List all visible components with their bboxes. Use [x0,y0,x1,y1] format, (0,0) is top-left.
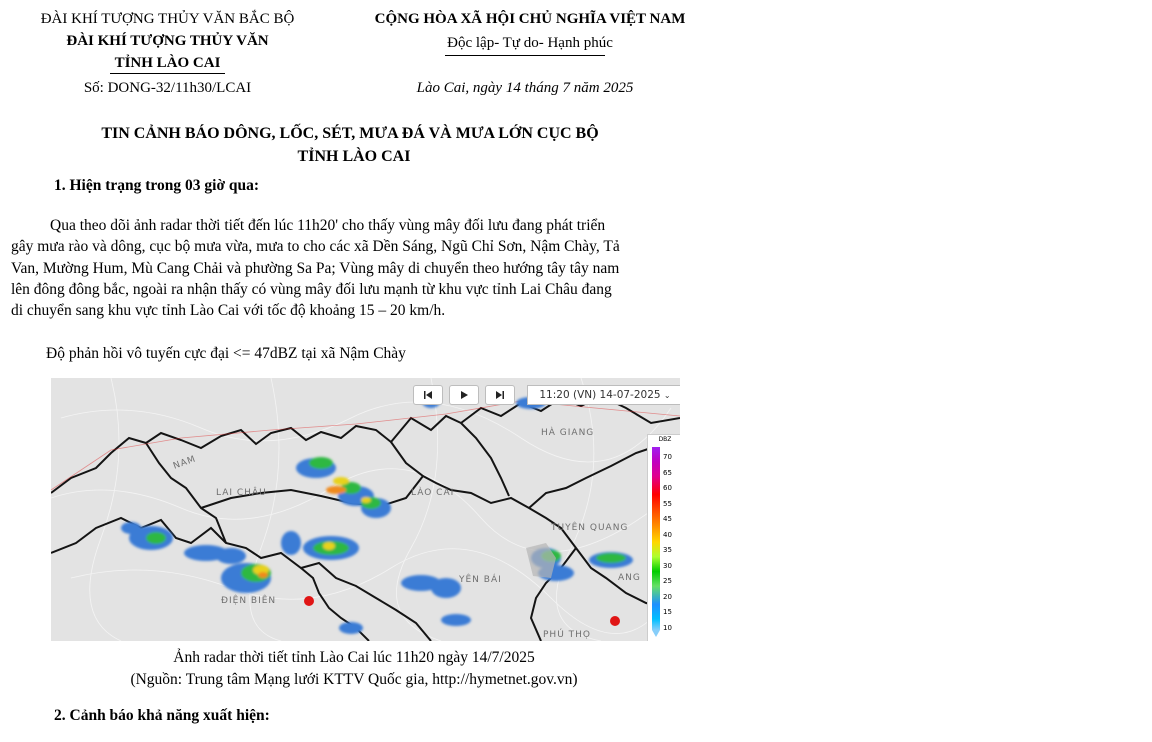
scale-tick: 20 [663,593,672,601]
map-label: NAM [172,454,198,472]
document-number: Số: DONG-32/11h30/LCAI [83,80,252,96]
scale-tick: 30 [663,562,672,570]
map-label: HÀ GIANG [541,428,595,438]
scale-unit: DBZ [658,436,672,443]
scale-arrow [652,630,660,637]
skip-back-icon[interactable] [413,385,443,405]
map-label: ĐIỆN BIÊN [221,596,277,606]
scale-tick: 65 [663,469,672,477]
dbz-color-scale [647,434,680,641]
agency-province: TỈNH LÀO CAI [114,55,221,71]
scale-tick: 70 [663,453,672,461]
radar-map [51,378,680,641]
motto-underline [445,55,605,56]
radar-player-controls [413,383,680,407]
scale-tick: 45 [663,515,672,523]
map-label: YÊN BÁI [459,575,502,585]
scale-tick: 55 [663,500,672,508]
radar-station-marker [610,616,620,626]
map-label: LAI CHÂU [216,488,267,498]
radar-source: (Nguồn: Trung tâm Mạng lưới KTTV Quốc gia, http://hymetnet.gov.vn) [130,671,578,688]
section-1-heading: 1. Hiện trạng trong 03 giờ qua: [54,177,260,194]
radar-time-select[interactable] [527,385,680,405]
document-title-province: TỈNH LÀO CAI [297,148,411,165]
paragraph-line: lên đông đông bắc, ngoài ra nhận thấy có vùng mây đối lưu mạnh từ khu vực tỉnh Lai Châu đang [11,280,612,298]
map-label: LÀO CAI [411,488,455,498]
scale-tick: 40 [663,531,672,539]
scale-tick: 10 [663,624,672,632]
paragraph-line: gây mưa rào và dông, cục bộ mưa vừa, mưa to cho các xã Dền Sáng, Ngũ Chỉ Sơn, Nậm Chày, Tả [11,238,620,256]
scale-tick: 15 [663,608,672,616]
radar-caption: Ảnh radar thời tiết tỉnh Lào Cai lúc 11h20 ngày 14/7/2025 [173,649,535,666]
scale-tick: 60 [663,484,672,492]
reflectivity-note: Độ phản hồi vô tuyến cực đại <= 47dBZ tại xã Nậm Chày [46,345,406,362]
document-date: Lào Cai, ngày 14 tháng 7 năm 2025 [416,80,634,96]
paragraph-line: Qua theo dõi ảnh radar thời tiết đến lúc 11h20' cho thấy vùng mây đối lưu đang phát triển [50,217,606,234]
paragraph-line: Van, Mường Hum, Mù Cang Chải và phường Sa Pa; Vùng mây di chuyển theo hướng tây tây nam [11,259,620,277]
map-label: ANG [618,573,641,583]
paragraph-line: di chuyển sang khu vực tỉnh Lào Cai với tốc độ khoảng 15 – 20 km/h. [11,302,446,320]
national-motto: Độc lập- Tự do- Hạnh phúc [447,35,613,51]
skip-forward-icon[interactable] [485,385,515,405]
radar-station-marker [304,596,314,606]
scale-tick: 25 [663,577,672,585]
section-2-heading: 2. Cảnh báo khả năng xuất hiện: [54,707,270,724]
radar-timestamp: 11:20 (VN) 14-07-2025 [539,389,661,401]
radar-image [51,378,680,641]
play-icon[interactable] [449,385,479,405]
agency-name: ĐÀI KHÍ TƯỢNG THỦY VĂN [66,33,269,49]
scale-tick: 35 [663,546,672,554]
section-1-paragraph [11,215,692,321]
scale-gradient [652,447,660,630]
national-title: CỘNG HÒA XÃ HỘI CHỦ NGHĨA VIỆT NAM [374,11,686,27]
map-label: PHÚ THỌ [543,630,591,640]
chevron-down-icon: ⌄ [663,391,671,400]
agency-underline [110,73,225,74]
agency-parent: ĐÀI KHÍ TƯỢNG THỦY VĂN BẮC BỘ [40,11,295,27]
document-title: TIN CẢNH BÁO DÔNG, LỐC, SÉT, MƯA ĐÁ VÀ MƯA LỚN CỤC BỘ [101,125,599,142]
map-label: TUYÊN QUANG [551,523,629,533]
